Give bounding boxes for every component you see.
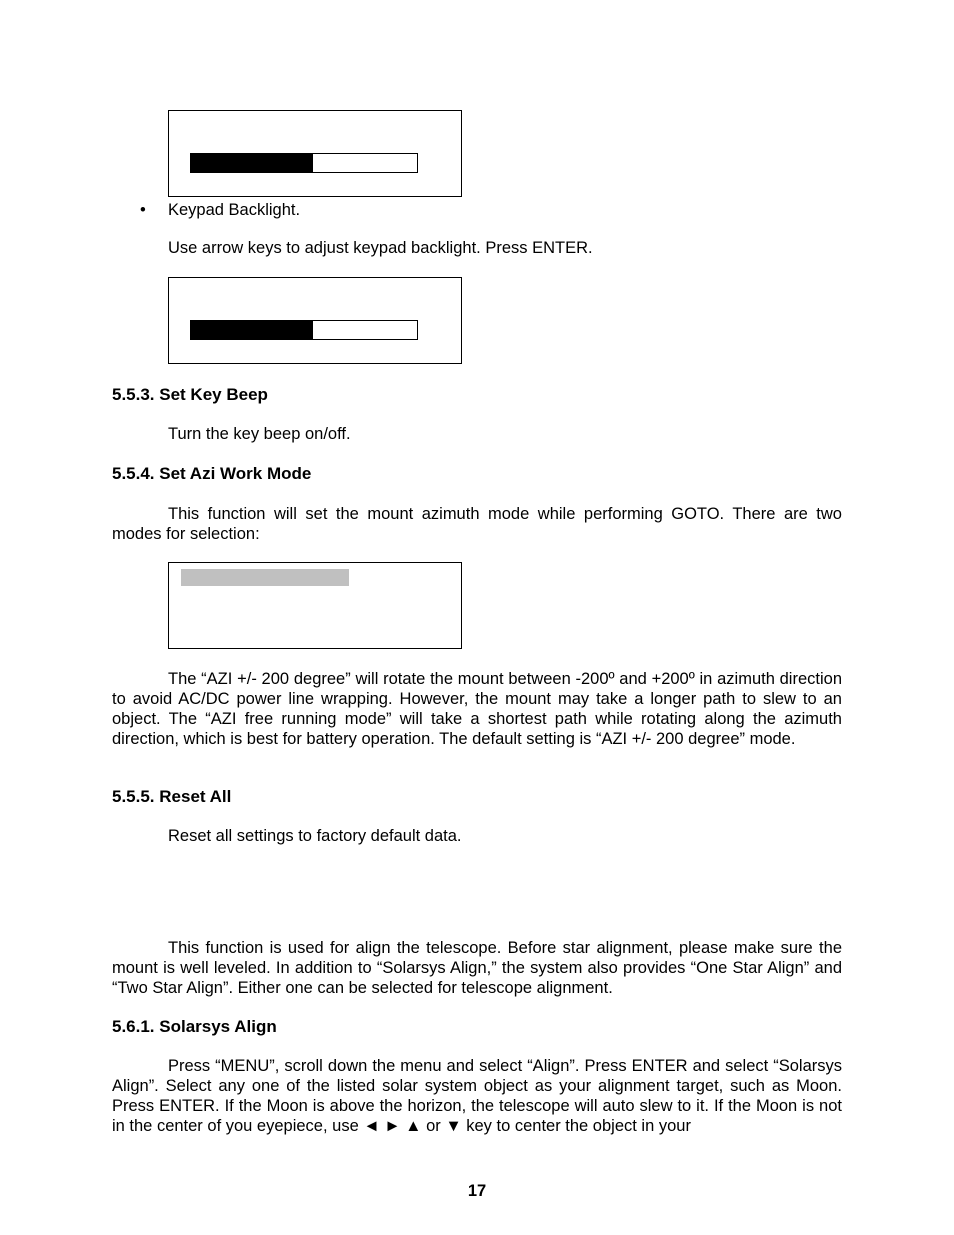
reset-all-body: Reset all settings to factory default data.	[168, 827, 462, 845]
backlight-level-bar-2	[190, 320, 418, 340]
level-fill-1	[191, 154, 313, 172]
bullet-keypad-backlight: Keypad Backlight.	[168, 201, 301, 219]
azi-mode-intro: This function will set the mount azimuth mode while performing GOTO. There are two modes for selection:	[112, 505, 842, 543]
heading-solarsys-align: 5.6.1. Solarsys Align	[112, 1017, 277, 1036]
level-fill-2	[191, 321, 313, 339]
align-intro: This function is used for align the telescope. Before star alignment, please make sure the mount is well leveled. In addition to “Solarsys Align,” the system also provides “One Star Align” and “Two Star Align”. Either one can be selected for telescope alignment.	[112, 939, 842, 997]
lcd-display-3	[168, 562, 462, 649]
solarsys-align-body: Press “MENU”, scroll down the menu and select “Align”. Press ENTER and select “Solarsys Align”. Select any one of the listed solar system object as your alignment target, such as Moon. Press ENTER. If the Moon is above the horizon, the telescope will auto slew to it. If the Moon is not in the center of you eyepiece, use ◄ ► ▲ or ▼ key to center the object in your	[112, 1057, 842, 1135]
key-beep-body: Turn the key beep on/off.	[168, 425, 351, 443]
heading-set-azi-work-mode: 5.5.4. Set Azi Work Mode	[112, 464, 312, 483]
lcd-display-2	[168, 277, 462, 364]
heading-reset-all: 5.5.5. Reset All	[112, 787, 232, 806]
lcd-display-1	[168, 110, 462, 197]
page-number: 17	[467, 1182, 487, 1200]
backlight-level-bar-1	[190, 153, 418, 173]
backlight-instruction: Use arrow keys to adjust keypad backlight. Press ENTER.	[168, 239, 593, 257]
heading-set-key-beep: 5.5.3. Set Key Beep	[112, 385, 268, 404]
bullet-dot: •	[140, 201, 146, 219]
azi-mode-detail: The “AZI +/- 200 degree” will rotate the mount between -200º and +200º in azimuth direction to avoid AC/DC power line wrapping. However, the mount may take a longer path to slew to an object. The “AZI free running mode” will take a shortest path while rotating along the azimuth direction, which is best for battery operation. The default setting is “AZI +/- 200 degree” mode.	[112, 670, 842, 748]
selection-highlight	[181, 569, 349, 586]
